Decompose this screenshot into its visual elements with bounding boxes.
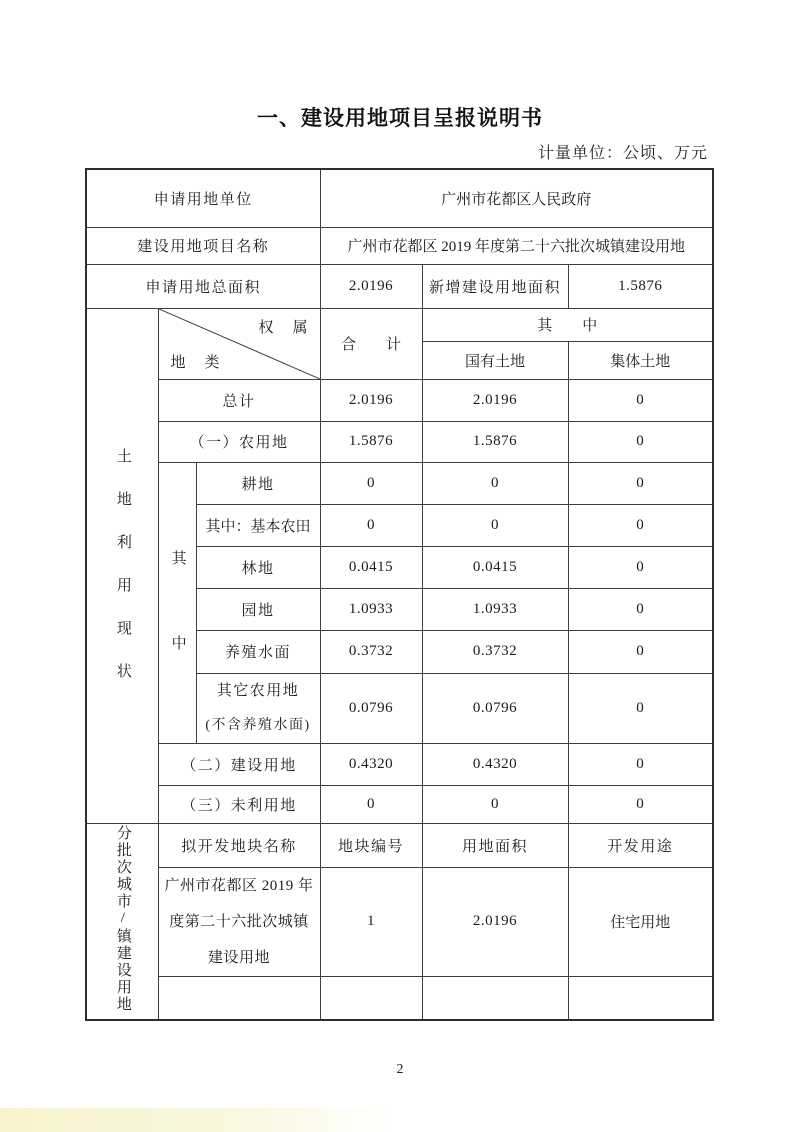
measurement-unit-note: 计量单位：公顷、万元	[537, 145, 708, 162]
batch-col-use-header: 开发用途	[568, 823, 713, 867]
row-label-line2: (不含养殖水面)	[205, 717, 311, 733]
total-area-label-cell: 申请用地总面积	[86, 264, 320, 308]
value-total-cell: 1.5876	[320, 421, 422, 462]
sub-group-label: 其中	[169, 550, 186, 720]
value-state-cell: 0	[422, 462, 568, 504]
value-total-cell: 0.0415	[320, 546, 422, 588]
value-collective-cell: 0	[568, 546, 713, 588]
batch-parcel-use-cell	[568, 976, 713, 1020]
batch-section-cell	[86, 823, 158, 1020]
sub-group-cell	[158, 462, 196, 743]
batch-col-area-header: 用地面积	[422, 823, 568, 867]
row-label-line1: 其它农用地	[216, 682, 300, 699]
value-collective-cell: 0	[568, 785, 713, 823]
value-collective-cell: 0	[568, 673, 713, 743]
project-name-label-cell: 建设用地项目名称	[86, 227, 320, 264]
value-total-cell: 2.0196	[320, 379, 422, 421]
land-use-section-cell	[86, 308, 158, 823]
value-collective-cell: 0	[568, 743, 713, 785]
collective-column-header: 集体土地	[568, 341, 713, 379]
row-label-cell: 林地	[196, 546, 320, 588]
row-label-cell: 养殖水面	[196, 630, 320, 673]
batch-parcel-use-cell: 住宅用地	[568, 867, 713, 976]
row-label-cell: （一）农用地	[158, 421, 320, 462]
batch-parcel-area-cell: 2.0196	[422, 867, 568, 976]
row-label-cell	[196, 673, 320, 743]
ownership-header-label: 权 属	[258, 319, 310, 336]
scan-artifact	[0, 1108, 398, 1132]
row-label-cell: 耕地	[196, 462, 320, 504]
value-collective-cell: 0	[568, 379, 713, 421]
new-area-value-cell: 1.5876	[568, 264, 713, 308]
value-total-cell: 0	[320, 785, 422, 823]
batch-col-name-header: 拟开发地块名称	[158, 823, 320, 867]
land-report-table	[85, 168, 714, 1021]
value-state-cell: 0.3732	[422, 630, 568, 673]
row-label-cell: （二）建设用地	[158, 743, 320, 785]
value-total-cell: 0.4320	[320, 743, 422, 785]
value-total-cell: 0.3732	[320, 630, 422, 673]
value-collective-cell: 0	[568, 462, 713, 504]
batch-col-code-header: 地块编号	[320, 823, 422, 867]
batch-parcel-code-cell: 1	[320, 867, 422, 976]
value-total-cell: 0.0796	[320, 673, 422, 743]
land-use-section-label: 土地利用现状	[114, 448, 131, 706]
value-total-cell: 0	[320, 504, 422, 546]
project-name-value-cell: 广州市花都区 2019 年度第二十六批次城镇建设用地	[320, 227, 713, 264]
value-state-cell: 0.4320	[422, 743, 568, 785]
new-area-label-cell: 新增建设用地面积	[422, 264, 568, 308]
page-number: 2	[396, 1062, 404, 1077]
batch-parcel-name-cell: 广州市花都区 2019 年度第二十六批次城镇建设用地	[158, 867, 320, 976]
value-state-cell: 1.5876	[422, 421, 568, 462]
value-total-cell: 1.0933	[320, 588, 422, 630]
value-collective-cell: 0	[568, 588, 713, 630]
value-collective-cell: 0	[568, 421, 713, 462]
batch-section-label: 分批次城市/镇建设用地	[114, 824, 131, 1013]
state-owned-column-header: 国有土地	[422, 341, 568, 379]
row-label-cell: 其中：基本农田	[196, 504, 320, 546]
ownership-category-diagonal-cell	[158, 308, 320, 379]
batch-parcel-code-cell	[320, 976, 422, 1020]
page-title: 一、建设用地项目呈报说明书	[257, 107, 543, 130]
value-state-cell: 1.0933	[422, 588, 568, 630]
value-state-cell: 2.0196	[422, 379, 568, 421]
value-total-cell: 0	[320, 462, 422, 504]
total-column-header: 合 计	[320, 308, 422, 379]
category-header-label: 地 类	[170, 354, 222, 371]
batch-parcel-name-cell	[158, 976, 320, 1020]
value-state-cell: 0	[422, 504, 568, 546]
batch-parcel-area-cell	[422, 976, 568, 1020]
applicant-value-cell: 广州市花都区人民政府	[320, 169, 713, 227]
row-label-cell: 总计	[158, 379, 320, 421]
value-state-cell: 0	[422, 785, 568, 823]
total-area-value-cell: 2.0196	[320, 264, 422, 308]
value-collective-cell: 0	[568, 630, 713, 673]
applicant-label-cell: 申请用地单位	[86, 169, 320, 227]
value-collective-cell: 0	[568, 504, 713, 546]
value-state-cell: 0.0415	[422, 546, 568, 588]
value-state-cell: 0.0796	[422, 673, 568, 743]
among-column-header: 其 中	[422, 308, 713, 341]
row-label-cell: （三）未利用地	[158, 785, 320, 823]
row-label-cell: 园地	[196, 588, 320, 630]
